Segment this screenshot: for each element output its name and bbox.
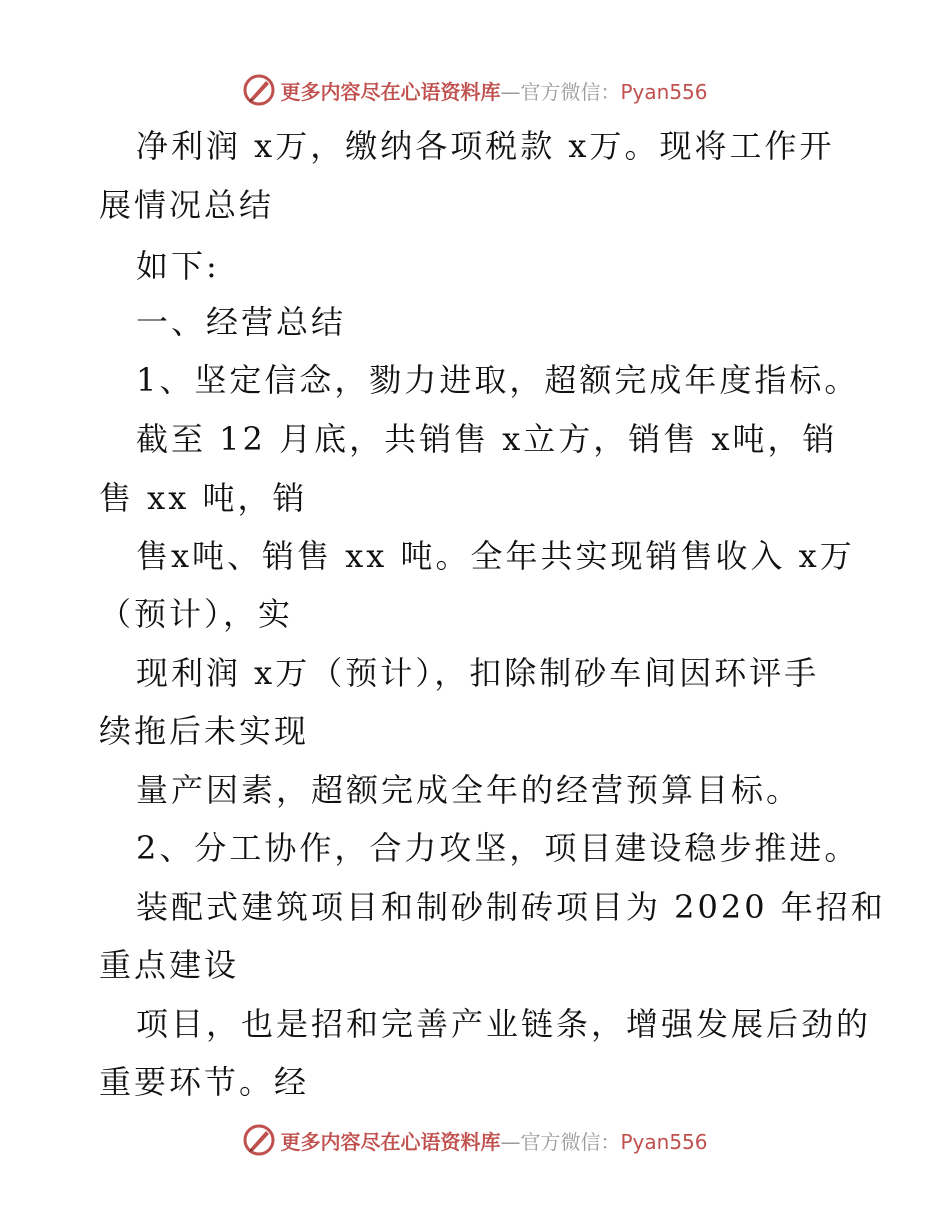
paragraph-line: 重点建设 [99, 946, 240, 984]
paragraph-line: 重要环节。经 [99, 1063, 310, 1101]
paragraph-line: 量产因素，超额完成全年的经营预算目标。 [136, 771, 802, 809]
watermark-text [280, 1126, 707, 1155]
watermark-main: 更多内容尽在心语资料库 [280, 1129, 501, 1154]
watermark-text [280, 76, 707, 105]
paragraph-line: 如下: [136, 247, 220, 285]
pen-logo-icon [242, 73, 276, 107]
watermark-sep: —官方微信： [500, 79, 621, 104]
paragraph-line: 展情况总结 [99, 186, 275, 224]
watermark-sep: —官方微信： [500, 1129, 621, 1154]
paragraph-line: 现利润 x万（预计），扣除制砂车间因环评手 [136, 654, 820, 692]
footer-watermark [0, 1118, 950, 1162]
watermark-group [242, 73, 707, 107]
paragraph-line: 售x吨、销售 xx 吨。全年共实现销售收入 x万 [136, 537, 855, 575]
section-heading: 一、经营总结 [136, 303, 347, 341]
paragraph-line: 续拖后未实现 [99, 712, 310, 750]
subsection-heading: 2、分工协作，合力攻坚，项目建设稳步推进。 [136, 829, 860, 867]
paragraph-line: 装配式建筑项目和制砂制砖项目为 2020 年招和 [136, 888, 886, 926]
paragraph-line: 项目，也是招和完善产业链条，增强发展后劲的 [136, 1005, 872, 1043]
watermark-group [242, 1123, 707, 1157]
paragraph-line: 售 xx 吨，销 [99, 479, 308, 517]
header-watermark [0, 68, 950, 112]
paragraph-line: （预计），实 [99, 595, 294, 633]
subsection-heading: 1、坚定信念，勠力进取，超额完成年度指标。 [136, 361, 860, 399]
watermark-main: 更多内容尽在心语资料库 [280, 79, 501, 104]
pen-logo-icon [242, 1123, 276, 1157]
paragraph-line: 净利润 x万，缴纳各项税款 x万。现将工作开 [136, 127, 835, 165]
paragraph-line: 截至 12 月底，共销售 x立方，销售 x吨，销 [136, 420, 838, 458]
watermark-id: Pyan556 [620, 1129, 708, 1154]
watermark-id: Pyan556 [620, 79, 708, 104]
